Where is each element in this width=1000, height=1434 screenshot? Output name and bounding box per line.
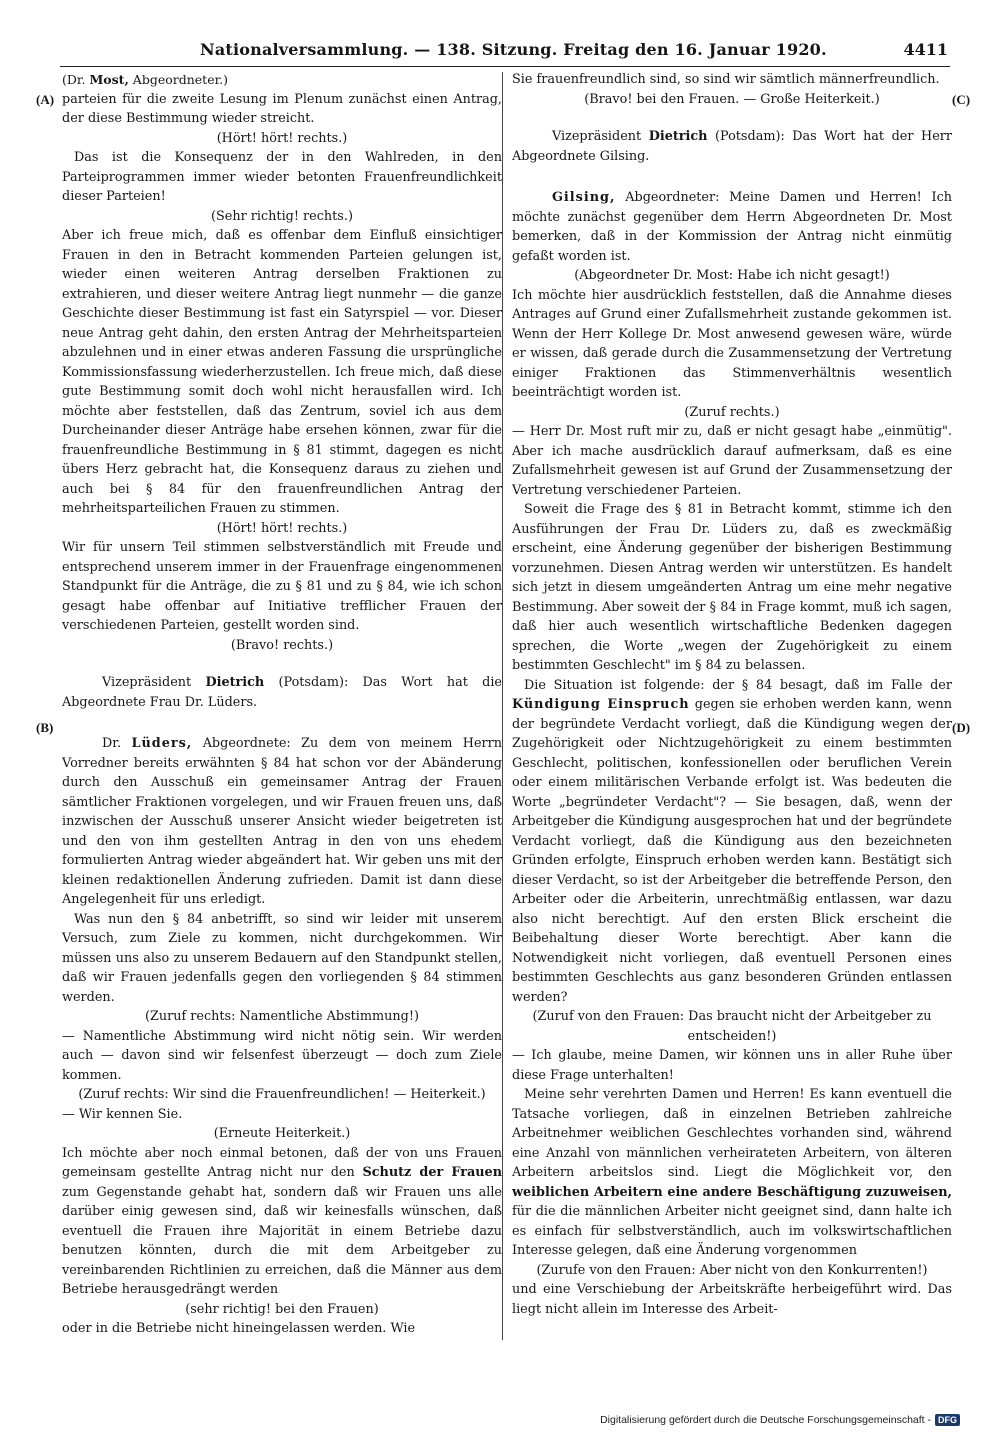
dfg-logo: DFG bbox=[935, 1414, 960, 1426]
speech-start: Gilsing, Abgeordneter: Meine Damen und Herren! Ich möchte zunächst gegenüber dem Herrn Abgeordneten Dr. Most bemerken, daß in der Kommission der Antrag nicht einmütig gefaßt worden ist. bbox=[512, 190, 952, 264]
paragraph: Soweit die Frage des § 81 in Betracht kommt, stimme ich den Ausführungen der Frau Dr. Lüders zu, daß es zweckmäßig erscheint, eine Änderung gegenüber der bisherigen Bestimmung vorzunehmen. Diesen Antrag werden wir unterstützen. Es handelt sich jetzt in diesem umgeänderten Antrag um eine mehr negative Bestimmung. Aber soweit der § 84 in Frage kommt, muß ich sagen, daß hier auch wesentlich wirtschaftliche Bedenken dagegen sprechen, die Worte „wegen der Zugehörigkeit zu einem bestimmten Geschlecht" im § 84 zu belassen. bbox=[512, 502, 952, 673]
left-column bbox=[62, 70, 502, 1339]
page-header bbox=[60, 36, 950, 67]
speech-start: Dr. Lüders, Abgeordnete: Zu dem von meinem Herrn Vorredner bereits erwähnten § 84 hat schon vor der Abänderung durch den Ausschuß ein gemeinsamer Antrag der Frauen sämtlicher Fraktionen vorgelegen, und wir Frauen freuen uns, daß inzwischen der Ausschuß unserer Ansicht wieder beigetreten ist und den von ihm gestellten Antrag in den von uns ehedem formulierten Antrag wieder abgeändert hat. Wir geben uns mit der kleinen redaktionellen Änderung zufrieden. Damit ist dann diese Angelegenheit für uns erledigt. bbox=[62, 736, 502, 907]
paragraph: — Herr Dr. Most ruft mir zu, daß er nicht gesagt habe „einmütig". Aber ich mache ausdrücklich darauf aufmerksam, daß es eine Zufallsmehrheit gewesen ist auf Grund der Zusammensetzung der Vertretung verschiedener Parteien. bbox=[512, 424, 952, 498]
paragraph: Was nun den § 84 anbetrifft, so sind wir leider mit unserem Versuch, zum Ziele zu kommen, nicht durchgekommen. Wir müssen uns also zu unserem Bedauern auf den Standpunkt stellen, daß wir Frauen jedenfalls gegen den vorliegenden § 84 stimmen werden. bbox=[62, 911, 502, 1005]
paragraph: Meine sehr verehrten Damen und Herren! Es kann eventuell die Tatsache vorliegen, daß in einzelnen Betrieben zahlreiche Arbeitnehmer weiblichen Geschlechtes vorhanden sind, während eine Anzahl von männlichen verheirateten Arbeitern, von älteren Arbeitern arbeitslos sind. Liegt die Möglichkeit vor, den weiblichen Arbeitern eine andere Beschäftigung zuzuweisen, für die die männlichen Arbeiter nicht geeignet sind, dann halte ich es einfach für selbstverständlich, auch im volkswirtschaftlichen Interesse gelegen, daß eine Änderung vorgenommen bbox=[512, 1087, 952, 1258]
vice-president-announcement: Vizepräsident Dietrich (Potsdam): Das Wort hat der Herr Abgeordnete Gilsing. bbox=[512, 129, 952, 164]
paragraph: Ich möchte aber noch einmal betonen, daß der von uns Frauen gemeinsam gestellte Antrag nicht nur den Schutz der Frauen zum Gegenstande gehabt hat, sondern daß wir Frauen uns alle darüber einig gewesen sind, daß wir keinesfalls wünschen, daß eventuell die Frauen ihre Majorität in einem Betriebe dazu benutzen könnten, durch die mit dem Arbeitgeber zu vereinbarenden Richtlinien zu erreichen, daß die Männer aus dem Betriebe herausgedrängt werden bbox=[62, 1145, 502, 1297]
interjection: (Zuruf rechts: Wir sind die Frauenfreundlichen! — Heiterkeit.) bbox=[78, 1087, 486, 1102]
paragraph: — Namentliche Abstimmung wird nicht nötig sein. Wir werden auch — davon sind wir felsenfest überzeugt — doch zum Ziele kommen. bbox=[62, 1028, 502, 1083]
column-marker-d: (D) bbox=[952, 720, 971, 735]
running-title: Nationalversammlung. — 138. Sitzung. Freitag den 16. Januar 1920. bbox=[200, 40, 827, 59]
paragraph: Ich möchte hier ausdrücklich feststellen, daß die Annahme dieses Antrages auf Grund einer Zufallsmehrheit zustande gekommen ist. Wenn der Herr Kollege Dr. Most anwesend gewesen wäre, würde er wissen, daß gerade durch die Zusammensetzung der Vertretung einiger Fraktionen das Stimmenverhältnis wesentlich beeinträchtigt worden ist. bbox=[512, 287, 952, 400]
interjection: (Zuruf rechts: Namentliche Abstimmung!) bbox=[145, 1009, 419, 1024]
paragraph: — Ich glaube, meine Damen, wir können uns in aller Ruhe über diese Frage unterhalten! bbox=[512, 1048, 952, 1083]
interjection: (Sehr richtig! rechts.) bbox=[211, 208, 353, 224]
interjection: (Bravo! bei den Frauen. — Große Heiterkeit.) bbox=[584, 91, 880, 107]
vice-president-announcement: Vizepräsident Dietrich (Potsdam): Das Wort hat die Abgeordnete Frau Dr. Lüders. bbox=[62, 675, 502, 710]
column-marker-c: (C) bbox=[952, 92, 971, 107]
interjection: (Erneute Heiterkeit.) bbox=[213, 1126, 351, 1141]
column-divider bbox=[502, 72, 503, 1340]
interjection: (Hört! hört! rechts.) bbox=[216, 520, 348, 536]
interjection: (Bravo! rechts.) bbox=[230, 637, 334, 653]
paragraph: und eine Verschiebung der Arbeitskräfte herbeigeführt wird. Das liegt nicht allein im Interesse des Arbeit- bbox=[512, 1282, 952, 1317]
interjection: (Hört! hört! rechts.) bbox=[216, 130, 348, 146]
speaker-attribution: (Dr. Most, Abgeordneter.) bbox=[62, 72, 229, 87]
paragraph: Aber ich freue mich, daß es offenbar dem Einfluß einsichtiger Frauen in den in Betracht kommenden Parteien gelungen ist, wieder einen weiteren Antrag derselben Fraktionen zu extrahieren, und dieser weitere Antrag liegt nunmehr — die ganze Geschichte dieser Bestimmung ist fast ein Satyrspiel — vor. Dieser neue Antrag geht dahin, den ersten Antrag der Mehrheitsparteien abzulehnen und in einer etwas anderen Fassung die ursprüngliche Kommissionsfassung wiederherzustellen. Ich freue mich, daß diese gute Bestimmung somit doch wohl nicht herausfallen wird. Ich möchte aber feststellen, daß das Zentrum, soviel ich aus dem Durcheinander dieser Anträge habe ersehen können, zwar für die frauenfreundliche Bestimmung in § 81 stimmt, dagegen es nicht übers Herz gebracht hat, die Konsequenz daraus zu ziehen und auch bei § 84 für den frauenfreundlichen Antrag der mehrheitsparteilichen Frauen zu stimmen. bbox=[62, 228, 502, 516]
right-column bbox=[512, 70, 952, 1319]
paragraph: Sie frauenfreundlich sind, so sind wir sämtlich männerfreundlich. bbox=[512, 72, 940, 87]
interjection: (Abgeordneter Dr. Most: Habe ich nicht gesagt!) bbox=[574, 268, 890, 283]
interjection: (Zurufe von den Frauen: Aber nicht von den Konkurrenten!) bbox=[536, 1262, 928, 1278]
paragraph: oder in die Betriebe nicht hineingelassen werden. Wie bbox=[62, 1321, 416, 1336]
credit-text: Digitalisierung gefördert durch die Deutsche Forschungsgemeinschaft - bbox=[600, 1414, 931, 1426]
paragraph: — Wir kennen Sie. bbox=[62, 1106, 183, 1122]
paragraph: Wir für unsern Teil stimmen selbstverständlich mit Freude und entsprechend unserem immer in der Frauenfrage eingenommenen Standpunkt für die Anträge, die zu § 81 und zu § 84, wie ich schon gesagt habe offenbar auf Initiative trefflicher Frauen der verschiedenen Parteien, gestellt worden sind. bbox=[62, 540, 502, 633]
column-marker-a: (A) bbox=[36, 92, 55, 107]
interjection: (Zuruf von den Frauen: Das braucht nicht der Arbeitgeber zu entscheiden!) bbox=[532, 1009, 932, 1044]
column-marker-b: (B) bbox=[36, 720, 54, 735]
digitization-credit bbox=[600, 1414, 960, 1426]
interjection: (sehr richtig! bei den Frauen) bbox=[185, 1301, 379, 1317]
paragraph: parteien für die zweite Lesung im Plenum zunächst einen Antrag, der diese Bestimmung wieder streicht. bbox=[62, 91, 502, 126]
paragraph: Das ist die Konsequenz der in den Wahlreden, in den Parteiprogrammen immer wieder betonten Frauenfreundlichkeit dieser Parteien! bbox=[62, 150, 502, 204]
interjection: (Zuruf rechts.) bbox=[684, 404, 780, 420]
page-number: 4411 bbox=[903, 40, 948, 59]
paragraph: Die Situation ist folgende: der § 84 besagt, daß im Falle der Kündigung Einspruch gegen sie erhoben werden kann, wenn der begründete Verdacht vorliegt, daß die Kündigung wegen der Zugehörigkeit oder Nichtzugehörigkeit zu einem bestimmten Geschlecht, politischen, konfessionellen oder beruflichen Verein oder einem militärischen Verbande erfolgt ist. Was bedeuten die Worte „begründeter Verdacht"? — Sie besagen, daß, wenn der Arbeitgeber die Kündigung ausgesprochen hat und der begründete Verdacht vorliegt, daß die Kündigung aus den bezeichneten Gründen erfolgte, Einspruch erhoben werden kann. Bestätigt sich dieser Verdacht, so ist der Arbeitgeber die betreffende Person, den Arbeiter oder die Arbeiterin, unrechtmäßig entlassen, war dazu also nicht berechtigt. Auf den ersten Blick erscheint die Beibehaltung dieser Worte berechtigt. Aber kann die Notwendigkeit nicht vorliegen, daß eventuell Personen eines bestimmten Geschlechts aus ganz besonderen Gründen entlassen werden? bbox=[512, 677, 952, 1005]
